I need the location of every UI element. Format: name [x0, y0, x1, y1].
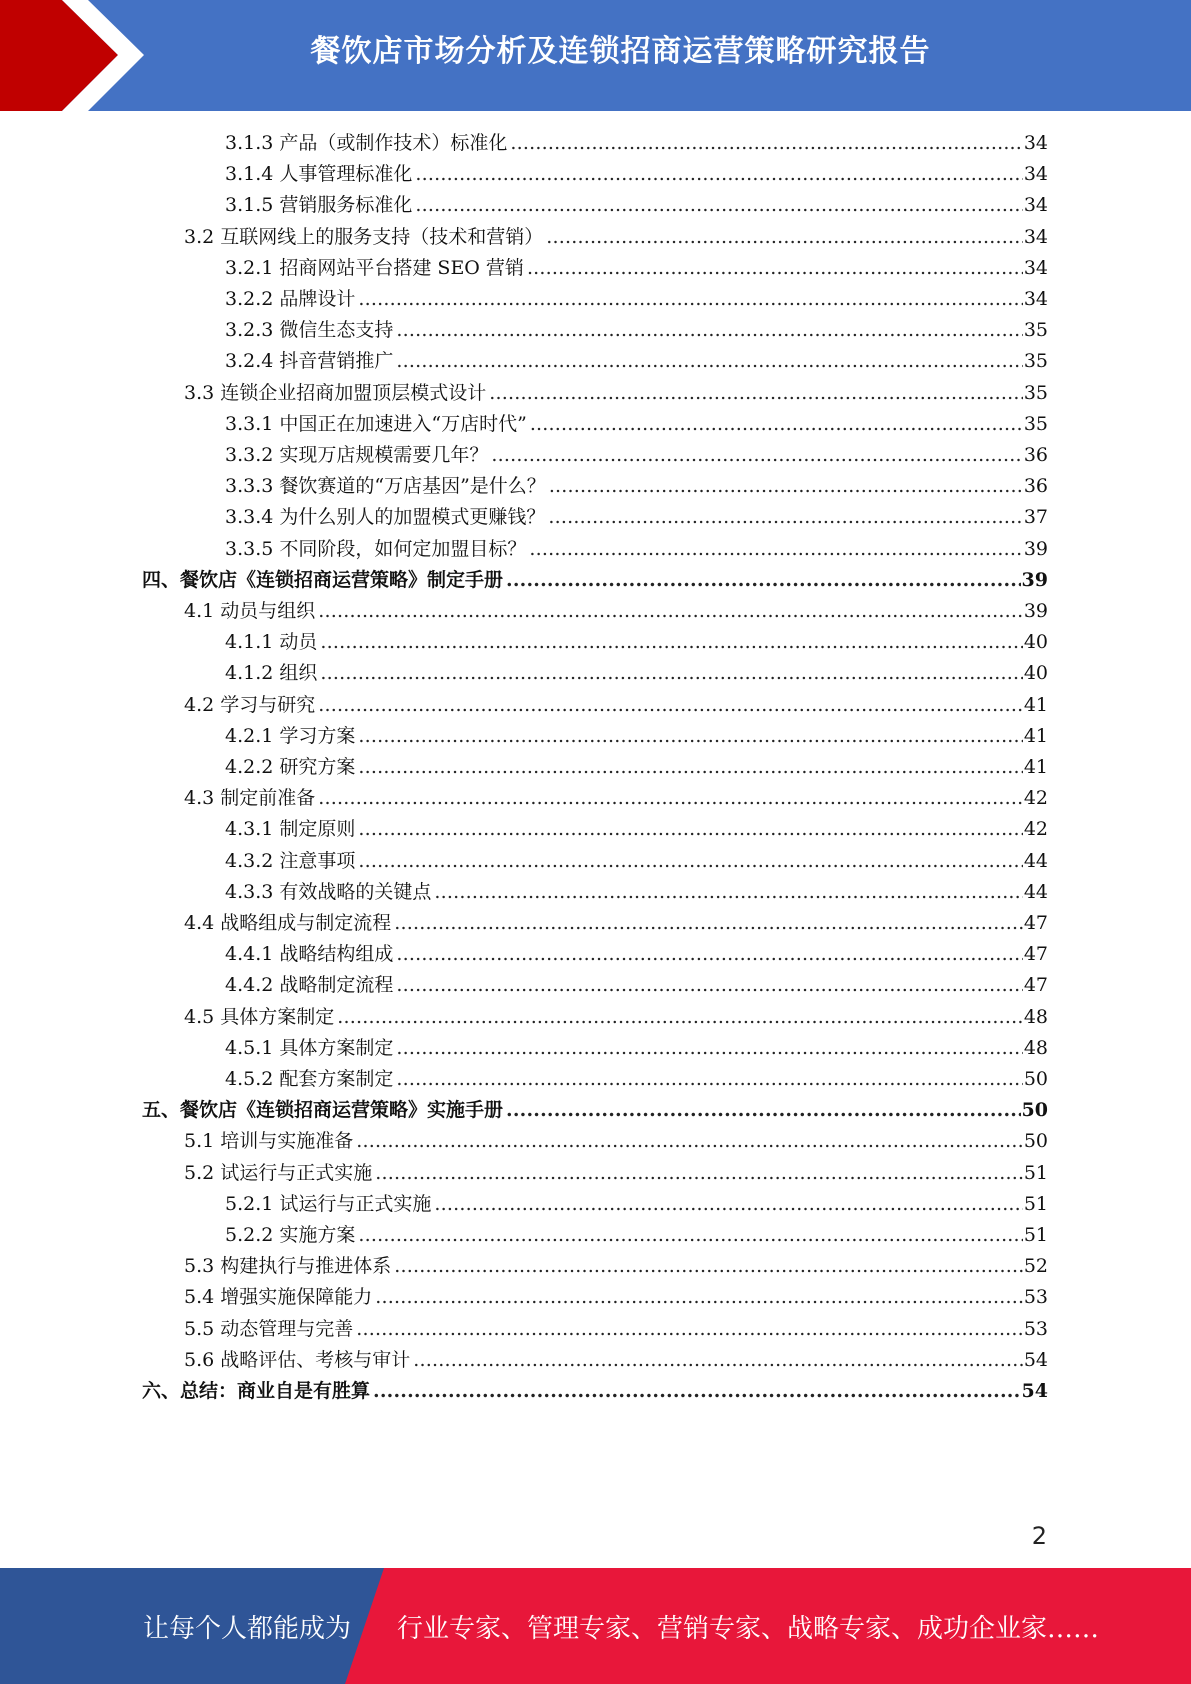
toc-entry-page: 51: [1023, 1224, 1048, 1246]
toc-entry[interactable]: [225, 502, 1048, 533]
toc-leader-dots: [529, 534, 1022, 565]
toc-entry-page: 51: [1023, 1192, 1048, 1215]
toc-entry-page: 47: [1023, 912, 1048, 934]
toc-entry-label: 5.2.1 试运行与正式实施: [225, 1192, 432, 1215]
toc-leader-dots: [318, 596, 1023, 627]
toc-entry[interactable]: [184, 783, 1048, 814]
toc-entry-label: 3.3.3 餐饮赛道的“万店基因”是什么？: [225, 475, 546, 498]
toc-entry-page: 52: [1023, 1255, 1048, 1278]
slogan-right: 行业专家、管理专家、营销专家、战略专家、成功企业家……: [397, 1614, 1100, 1644]
toc-entry[interactable]: [225, 471, 1048, 502]
toc-entry[interactable]: [225, 658, 1048, 689]
toc-leader-dots: [320, 627, 1022, 658]
toc-entry-page: 39: [1023, 537, 1048, 560]
toc-entry-page: 34: [1023, 163, 1048, 186]
toc-entry-page: 50: [1023, 1068, 1048, 1090]
toc-entry-page: 40: [1023, 631, 1048, 654]
toc-entry[interactable]: [142, 1095, 1048, 1126]
toc-entry-label: 3.2.4 抖音营销推广: [225, 350, 394, 373]
toc-entry[interactable]: [225, 721, 1048, 752]
toc-entry-page: 36: [1023, 444, 1048, 466]
toc-entry[interactable]: [184, 1158, 1048, 1189]
toc-entry-page: 34: [1023, 256, 1048, 279]
toc-entry-label: 5.3 构建执行与推进体系: [184, 1255, 392, 1278]
toc-entry-page: 36: [1023, 475, 1048, 498]
toc-entry-label: 4.5.1 具体方案制定: [225, 1036, 394, 1059]
toc-leader-dots: [358, 721, 1022, 752]
toc-leader-dots: [415, 159, 1022, 190]
toc-entry-page: 47: [1023, 943, 1048, 966]
toc-entry[interactable]: [142, 1376, 1048, 1407]
toc-entry-label: 3.2.3 微信生态支持: [225, 319, 394, 342]
toc-entry[interactable]: [225, 253, 1048, 284]
toc-entry-page: 50: [1021, 1099, 1048, 1122]
toc-entry-label: 4.1 动员与组织: [184, 600, 316, 622]
toc-entry-label: 5.2 试运行与正式实施: [184, 1161, 373, 1184]
toc-entry-label: 3.1.5 营销服务标准化: [225, 194, 413, 217]
toc-leader-dots: [318, 783, 1023, 814]
toc-entry-page: 41: [1023, 724, 1048, 747]
toc-entry-label: 4.1.1 动员: [225, 631, 318, 654]
toc-leader-dots: [356, 1126, 1023, 1157]
toc-entry-page: 53: [1023, 1317, 1048, 1340]
toc-entry-page: 37: [1023, 506, 1048, 529]
toc-entry-label: 4.4.1 战略结构组成: [225, 943, 394, 966]
toc-entry-page: 39: [1023, 600, 1048, 622]
toc-leader-dots: [318, 690, 1023, 721]
toc-entry[interactable]: [184, 1282, 1048, 1313]
toc-leader-dots: [396, 970, 1022, 1001]
toc-entry-page: 48: [1023, 1036, 1048, 1059]
toc-leader-dots: [549, 471, 1023, 502]
toc-entry-label: 四、餐饮店《连锁招商运营策略》制定手册: [142, 568, 504, 591]
toc-entry-label: 4.3.2 注意事项: [225, 849, 356, 872]
toc-leader-dots: [546, 222, 1023, 253]
toc-entry-label: 4.3.3 有效战略的关键点: [225, 880, 432, 903]
toc-entry-page: 53: [1023, 1286, 1048, 1309]
toc-entry[interactable]: [225, 159, 1048, 190]
toc-entry[interactable]: [225, 190, 1048, 221]
toc-leader-dots: [396, 1064, 1022, 1095]
toc-entry-label: 3.1.4 人事管理标准化: [225, 163, 413, 186]
toc-entry-label: 4.2.1 学习方案: [225, 724, 356, 747]
toc-entry-page: 47: [1023, 974, 1048, 997]
toc-leader-dots: [394, 1251, 1023, 1282]
toc-leader-dots: [358, 1220, 1022, 1251]
toc-entry[interactable]: [225, 877, 1048, 908]
toc-entry-label: 3.3 连锁企业招商加盟顶层模式设计: [184, 381, 487, 404]
toc-leader-dots: [356, 1314, 1023, 1345]
toc-entry[interactable]: [184, 222, 1048, 253]
toc-entry[interactable]: [225, 752, 1048, 783]
toc-entry-label: 3.3.5 不同阶段，如何定加盟目标？: [225, 537, 527, 560]
toc-entry[interactable]: [225, 846, 1048, 877]
toc-entry[interactable]: [225, 1033, 1048, 1064]
toc-entry[interactable]: [225, 814, 1048, 845]
toc-leader-dots: [510, 128, 1022, 159]
toc-entry-page: 44: [1023, 880, 1048, 903]
red-arrow-decoration: [0, 0, 160, 111]
toc-entry-label: 4.5 具体方案制定: [184, 1005, 335, 1028]
toc-entry-page: 44: [1023, 849, 1048, 872]
toc-entry[interactable]: [225, 939, 1048, 970]
toc-entry-page: 42: [1023, 787, 1048, 810]
slogan-left: 让每个人都能成为: [143, 1614, 352, 1644]
toc-entry-page: 34: [1023, 225, 1048, 248]
toc-entry[interactable]: [225, 534, 1048, 565]
toc-entry-label: 4.4 战略组成与制定流程: [184, 912, 392, 934]
toc-entry-label: 5.4 增强实施保障能力: [184, 1286, 373, 1309]
toc-entry-page: 54: [1023, 1348, 1048, 1371]
page-number: 2: [1031, 1522, 1047, 1550]
toc-entry-label: 4.3 制定前准备: [184, 787, 316, 810]
toc-entry[interactable]: [225, 409, 1048, 440]
toc-entry-page: 35: [1023, 412, 1048, 435]
toc-leader-dots: [396, 315, 1022, 346]
toc-entry-label: 5.2.2 实施方案: [225, 1224, 356, 1246]
toc-leader-dots: [491, 440, 1022, 471]
toc-entry-page: 35: [1023, 350, 1048, 373]
toc-entry[interactable]: [225, 1220, 1048, 1251]
toc-entry-page: 50: [1023, 1130, 1048, 1153]
toc-entry-page: 34: [1023, 194, 1048, 217]
toc-entry[interactable]: [184, 1126, 1048, 1157]
toc-leader-dots: [358, 284, 1022, 315]
toc-entry-label: 5.1 培训与实施准备: [184, 1130, 354, 1153]
toc-entry-page: 42: [1023, 818, 1048, 841]
toc-entry-label: 3.3.4 为什么别人的加盟模式更赚钱？: [225, 506, 546, 529]
toc-leader-dots: [415, 190, 1022, 221]
toc-entry-label: 5.5 动态管理与完善: [184, 1317, 354, 1340]
toc-leader-dots: [489, 378, 1023, 409]
toc-entry[interactable]: [184, 1251, 1048, 1282]
toc-entry[interactable]: [184, 378, 1048, 409]
document-title: 餐饮店市场分析及连锁招商运营策略研究报告: [310, 34, 931, 69]
toc-leader-dots: [375, 1282, 1023, 1313]
toc-leader-dots: [413, 1345, 1023, 1376]
footer-banner: [0, 1568, 1191, 1684]
toc-leader-dots: [396, 1033, 1022, 1064]
toc-entry-label: 3.3.1 中国正在加速进入“万店时代”: [225, 412, 527, 435]
toc-leader-dots: [394, 908, 1023, 939]
toc-entry-page: 54: [1021, 1380, 1048, 1402]
toc-entry[interactable]: [225, 346, 1048, 377]
toc-entry[interactable]: [184, 1345, 1048, 1376]
toc-leader-dots: [527, 253, 1023, 284]
toc-entry[interactable]: [184, 1002, 1048, 1033]
toc-entry-page: 48: [1023, 1005, 1048, 1028]
toc-entry-label: 4.1.2 组织: [225, 662, 318, 685]
toc-entry[interactable]: [184, 1314, 1048, 1345]
toc-entry[interactable]: [142, 565, 1048, 596]
toc-leader-dots: [548, 502, 1022, 533]
toc-leader-dots: [396, 346, 1022, 377]
toc-leader-dots: [434, 877, 1022, 908]
toc-leader-dots: [434, 1189, 1022, 1220]
toc-entry-page: 35: [1023, 381, 1048, 404]
toc-entry-page: 40: [1023, 662, 1048, 685]
toc-entry[interactable]: [225, 970, 1048, 1001]
toc-leader-dots: [373, 1376, 1021, 1407]
toc-entry-label: 4.3.1 制定原则: [225, 818, 356, 841]
toc-entry-page: 34: [1023, 288, 1048, 310]
toc-entry-page: 41: [1023, 693, 1048, 716]
toc-entry[interactable]: [225, 627, 1048, 658]
toc-entry-label: 4.4.2 战略制定流程: [225, 974, 394, 997]
toc-entry[interactable]: [184, 908, 1048, 939]
toc-entry[interactable]: [225, 315, 1048, 346]
toc-leader-dots: [358, 814, 1022, 845]
toc-entry-label: 3.2.1 招商网站平台搭建 SEO 营销: [225, 256, 524, 279]
toc-leader-dots: [375, 1158, 1023, 1189]
toc-entry-label: 五、餐饮店《连锁招商运营策略》实施手册: [142, 1099, 504, 1122]
toc-leader-dots: [530, 409, 1023, 440]
toc-entry[interactable]: [225, 440, 1048, 471]
toc-entry-page: 41: [1023, 756, 1048, 778]
toc-entry-page: 51: [1023, 1161, 1048, 1184]
toc-entry-label: 六、总结：商业自是有胜算: [142, 1380, 371, 1402]
toc-entry-label: 3.3.2 实现万店规模需要几年？: [225, 444, 489, 466]
toc-entry-label: 3.2.2 品牌设计: [225, 288, 356, 310]
toc-entry[interactable]: [184, 596, 1048, 627]
toc-entry[interactable]: [225, 128, 1048, 159]
toc-leader-dots: [506, 1095, 1021, 1126]
toc-leader-dots: [358, 846, 1022, 877]
toc-entry-page: 39: [1021, 568, 1048, 591]
toc-entry-label: 4.5.2 配套方案制定: [225, 1068, 394, 1090]
toc-leader-dots: [358, 752, 1022, 783]
toc-leader-dots: [396, 939, 1022, 970]
toc-leader-dots: [320, 658, 1022, 689]
toc-entry-label: 4.2 学习与研究: [184, 693, 316, 716]
toc-entry[interactable]: [184, 690, 1048, 721]
toc-entry-page: 35: [1023, 319, 1048, 342]
toc-leader-dots: [337, 1002, 1023, 1033]
toc-entry-label: 3.1.3 产品（或制作技术）标准化: [225, 132, 508, 154]
toc-leader-dots: [506, 565, 1021, 596]
toc-entry-label: 5.6 战略评估、考核与审计: [184, 1348, 411, 1371]
toc-entry-page: 34: [1023, 132, 1048, 154]
toc-entry[interactable]: [225, 284, 1048, 315]
toc-entry[interactable]: [225, 1189, 1048, 1220]
toc-entry[interactable]: [225, 1064, 1048, 1095]
toc-entry-label: 3.2 互联网线上的服务支持（技术和营销）: [184, 225, 544, 248]
toc-entry-label: 4.2.2 研究方案: [225, 756, 356, 778]
header-banner: [0, 0, 1191, 111]
